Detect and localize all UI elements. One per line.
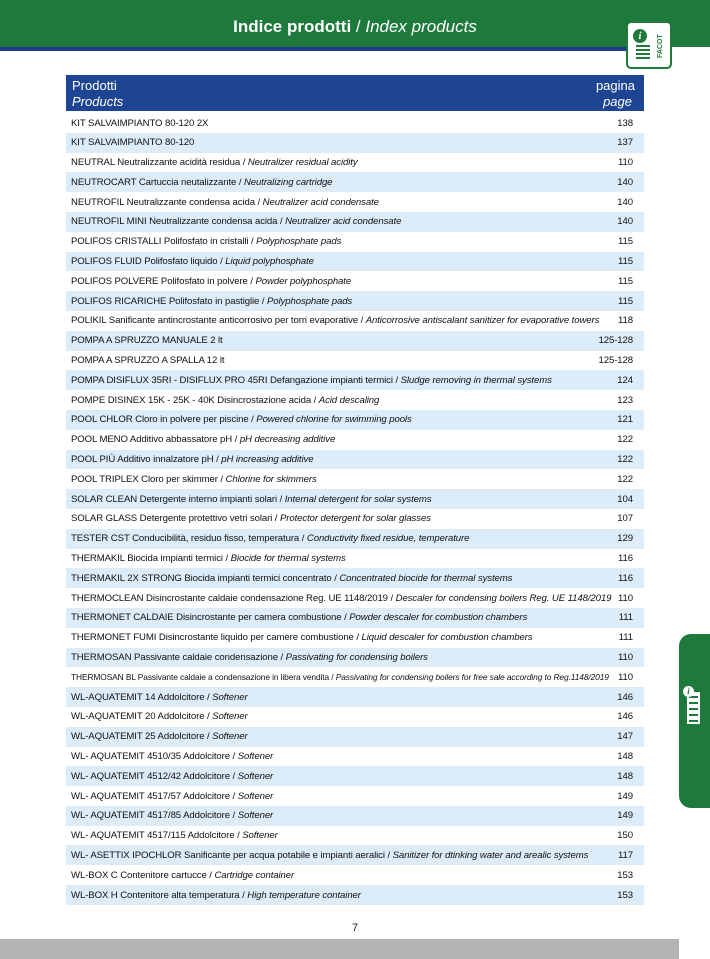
- product-page: 122: [617, 454, 633, 466]
- table-row: [66, 331, 644, 351]
- product-name: NEUTROFIL Neutralizzante condensa acida / Neutralizer acid condensate: [71, 196, 379, 208]
- table-row: [66, 450, 644, 470]
- product-name: POOL TRIPLEX Cloro per skimmer / Chlorine for skimmers: [71, 473, 317, 485]
- product-page: 124: [617, 374, 633, 386]
- product-page: 118: [618, 315, 633, 327]
- table-row: [66, 628, 644, 648]
- product-page: 125-128: [598, 335, 633, 347]
- product-page: 129: [617, 533, 633, 545]
- table-row: [66, 351, 644, 371]
- product-name: TESTER CST Conducibilità, residuo fisso, temperatura / Conductivity fixed residue, temperature: [71, 533, 470, 545]
- product-name: WL-AQUATEMIT 14 Addolcitore / Softener: [71, 691, 248, 703]
- table-row: [66, 390, 644, 410]
- footer-bar: [0, 939, 679, 959]
- product-page: 147: [617, 731, 633, 743]
- table-row: [66, 113, 644, 133]
- table-row: [66, 271, 644, 291]
- product-name: SOLAR CLEAN Detergente interno impianti solari / Internal detergent for solar systems: [71, 493, 432, 505]
- product-page: 149: [617, 790, 633, 802]
- product-name: WL- AQUATEMIT 4517/115 Addolcitore / Softener: [71, 830, 278, 842]
- product-name: WL-BOX C Contenitore cartucce / Cartridge container: [71, 869, 295, 881]
- table-row: [66, 766, 644, 786]
- table-row: [66, 192, 644, 212]
- table-row: [66, 549, 644, 569]
- table-row: [66, 370, 644, 390]
- product-name: THERMOSAN Passivante caldaie condensazione / Passivating for condensing boilers: [71, 652, 428, 664]
- product-name: SOLAR GLASS Detergente protettivo vetri solari / Protector detergent for solar glasses: [71, 513, 431, 525]
- product-name: POLIFOS RICARICHE Polifosfato in pastiglie / Polyphosphate pads: [71, 295, 353, 307]
- table-row: [66, 252, 644, 272]
- product-page: 110: [618, 157, 633, 169]
- table-row: [66, 826, 644, 846]
- product-name: POMPA A SPRUZZO A SPALLA 12 lt: [71, 355, 225, 367]
- product-page: 110: [618, 592, 633, 604]
- product-name: POLIKIL Sanificante antincrostante anticorrosivo per torri evaporative / Anticorrosive antiscalant sanitizer for evaporative towers: [71, 315, 600, 327]
- product-page: 146: [617, 711, 633, 723]
- product-page: 117: [618, 849, 633, 861]
- header-page-it: pagina: [595, 78, 635, 93]
- product-name: WL-BOX H Contenitore alta temperatura / High temperature container: [71, 889, 361, 901]
- table-row: [66, 529, 644, 549]
- page-number: 7: [351, 922, 359, 934]
- product-page: 150: [617, 830, 633, 842]
- product-page: 111: [618, 632, 633, 644]
- product-page: 153: [617, 889, 633, 901]
- product-name: POOL CHLOR Cloro in polvere per piscine / Powered chlorine for swimming pools: [71, 414, 412, 426]
- table-row: [66, 588, 644, 608]
- product-name: THERMONET FUMI Disincrostante liquido per camere combustione / Liquid descaler for combustion chambers: [71, 632, 533, 644]
- product-name: THERMOCLEAN Disincrostante caldaie condensazione Reg. UE 1148/2019 / Descaler for condensing boilers Reg. UE 1148/2019: [71, 592, 612, 604]
- product-page: 137: [617, 137, 633, 149]
- product-page: 116: [618, 553, 633, 565]
- product-page: 125-128: [598, 355, 633, 367]
- product-page: 107: [617, 513, 633, 525]
- product-name: WL- ASETTIX IPOCHLOR Sanificante per acqua potabile e impianti aeralici / Sanitizer for dtinking water and arealic systems: [71, 849, 589, 861]
- table-row: [66, 608, 644, 628]
- product-name: WL- AQUATEMIT 4510/35 Addolcitore / Softener: [71, 751, 274, 762]
- product-name: WL- AQUATEMIT 4517/57 Addolcitore / Softener: [71, 790, 274, 802]
- table-row: [66, 133, 644, 153]
- info-icon: i: [683, 686, 694, 697]
- product-page: 123: [617, 394, 633, 406]
- product-page: 111: [618, 612, 633, 624]
- product-name: KIT SALVAIMPIANTO 80-120 2X: [71, 117, 209, 129]
- product-name: POLIFOS CRISTALLI Polifosfato in cristalli / Polyphosphate pads: [71, 236, 342, 248]
- page-title: Indice prodotti / Index products: [233, 17, 477, 36]
- table-row: [66, 568, 644, 588]
- table-row: [66, 212, 644, 232]
- product-name: NEUTROCART Cartuccia neutalizzante / Neutralizing cartridge: [71, 176, 333, 188]
- product-name: POMPA A SPRUZZO MANUALE 2 lt: [71, 335, 223, 347]
- product-page: 138: [617, 117, 633, 129]
- product-page: 148: [617, 751, 633, 762]
- product-page: 153: [617, 869, 633, 881]
- product-page: 140: [617, 216, 633, 228]
- side-tab[interactable]: [679, 634, 710, 808]
- product-name: POMPA DISIFLUX 35RI - DISIFLUX PRO 45RI Defangazione impianti termici / Sludge removing in thermal systems: [71, 374, 552, 386]
- table-row: [66, 172, 644, 192]
- product-name: POLIFOS FLUID Polifosfato liquido / Liquid polyphosphate: [71, 256, 314, 268]
- product-name: KIT SALVAIMPIANTO 80-120: [71, 137, 195, 149]
- table-row: [66, 687, 644, 707]
- product-page: 121: [617, 414, 633, 426]
- product-name: WL- AQUATEMIT 4517/85 Addolcitore / Softener: [71, 810, 274, 822]
- product-page: 140: [617, 176, 633, 188]
- table-row: [66, 509, 644, 529]
- header-products-it: Prodotti: [72, 78, 117, 93]
- top-banner: [0, 0, 710, 47]
- product-page: 115: [618, 295, 633, 307]
- table-row: [66, 430, 644, 450]
- product-page: 146: [617, 691, 633, 703]
- product-name: WL- AQUATEMIT 4512/42 Addolcitore / Softener: [71, 770, 274, 782]
- product-page: 110: [618, 652, 633, 664]
- header-page-en: page: [603, 94, 632, 109]
- product-page: 149: [617, 810, 633, 822]
- product-page: 104: [617, 493, 633, 505]
- table-row: [66, 806, 644, 826]
- table-row: [66, 747, 644, 767]
- product-page: 122: [617, 473, 633, 485]
- product-name: WL-AQUATEMIT 25 Addolcitore / Softener: [71, 731, 248, 743]
- product-name: NEUTROFIL MINI Neutralizzante condensa acida / Neutralizer acid condensate: [71, 216, 402, 228]
- table-row: [66, 153, 644, 173]
- product-name: NEUTRAL Neutralizzante acidità residua / Neutralizer residual acidity: [71, 157, 358, 169]
- product-name: THERMAKIL 2X STRONG Biocida impianti termici concentrato / Concentrated biocide for thermal systems: [71, 572, 513, 584]
- product-page: 115: [618, 256, 633, 268]
- product-page: 140: [617, 196, 633, 208]
- facot-logo: [626, 21, 672, 69]
- table-row: [66, 845, 644, 865]
- product-page: 148: [617, 770, 633, 782]
- table-header: [66, 75, 644, 111]
- product-page: 116: [618, 572, 633, 584]
- logo-brand-text: FACOT: [657, 34, 664, 58]
- product-name: THERMAKIL Biocida impianti termici / Biocide for thermal systems: [71, 553, 346, 565]
- product-name: POLIFOS POLVERE Polifosfato in polvere / Powder polyphosphate: [71, 275, 352, 287]
- product-page: 122: [617, 434, 633, 446]
- header-products-en: Products: [72, 94, 124, 109]
- table-row: [66, 469, 644, 489]
- table-row: [66, 489, 644, 509]
- document-icon: [636, 45, 650, 63]
- product-name: THERMOSAN BL Passivante caldaie a condensazione in libera vendita / Passivating for condensing boilers for free sale according to Reg.1148/2019: [71, 671, 609, 682]
- table-row: [66, 727, 644, 747]
- table-row: [66, 786, 644, 806]
- product-name: POMPE DISINEX 15K - 25K - 40K Disincrostazione acida / Acid descaling: [71, 394, 380, 406]
- table-row: [66, 291, 644, 311]
- table-row: [66, 648, 644, 668]
- product-page: 115: [618, 275, 633, 287]
- product-page: 115: [618, 236, 633, 248]
- table-row: [66, 707, 644, 727]
- product-index-table: [66, 113, 644, 905]
- info-icon: i: [633, 29, 647, 43]
- table-row: [66, 410, 644, 430]
- table-row: [66, 232, 644, 252]
- table-row: [66, 865, 644, 885]
- product-name: POOL PIÙ Additivo innalzatore pH / pH increasing additive: [71, 454, 314, 466]
- blue-stripe: [0, 47, 628, 51]
- product-name: POOL MENO Additivo abbassatore pH / pH decreasing additive: [71, 434, 336, 446]
- table-row: [66, 311, 644, 331]
- product-name: THERMONET CALDAIE Disincrostante per camera combustione / Powder descaler for combustion chambers: [71, 612, 528, 624]
- table-row: [66, 885, 644, 905]
- table-row: [66, 667, 644, 687]
- product-name: WL-AQUATEMIT 20 Addolcitore / Softener: [71, 711, 248, 723]
- product-page: 110: [618, 671, 633, 683]
